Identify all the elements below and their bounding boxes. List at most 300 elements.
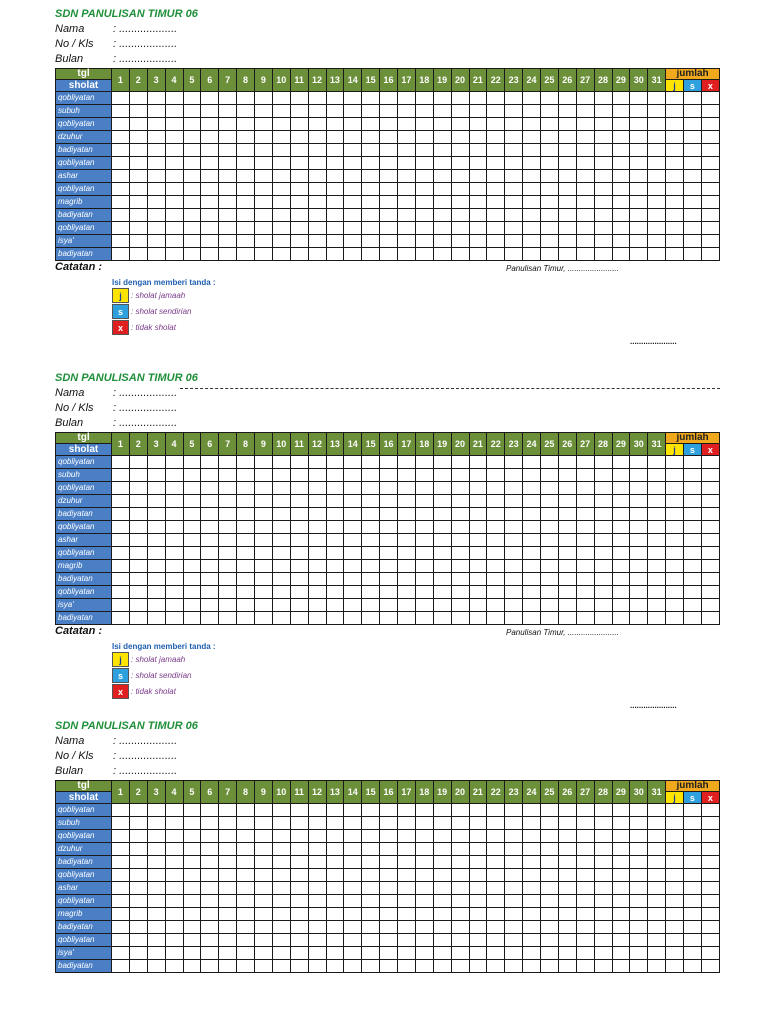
check-cell[interactable] [594,547,612,560]
check-cell[interactable] [576,560,594,573]
check-cell[interactable] [237,144,255,157]
check-cell[interactable] [326,947,344,960]
check-cell[interactable] [255,908,273,921]
check-cell[interactable] [290,222,308,235]
check-cell[interactable] [684,817,702,830]
check-cell[interactable] [272,92,290,105]
check-cell[interactable] [398,183,416,196]
check-cell[interactable] [433,882,451,895]
check-cell[interactable] [469,521,487,534]
check-cell[interactable] [147,131,165,144]
check-cell[interactable] [648,960,666,973]
check-cell[interactable] [666,947,684,960]
check-cell[interactable] [165,508,183,521]
check-cell[interactable] [523,586,541,599]
check-cell[interactable] [487,947,505,960]
check-cell[interactable] [201,921,219,934]
check-cell[interactable] [290,960,308,973]
check-cell[interactable] [630,222,648,235]
check-cell[interactable] [684,869,702,882]
check-cell[interactable] [272,960,290,973]
check-cell[interactable] [183,118,201,131]
check-cell[interactable] [308,960,326,973]
check-cell[interactable] [666,612,684,625]
check-cell[interactable] [701,157,719,170]
check-cell[interactable] [112,92,130,105]
check-cell[interactable] [433,856,451,869]
check-cell[interactable] [380,183,398,196]
check-cell[interactable] [630,209,648,222]
check-cell[interactable] [612,612,630,625]
check-cell[interactable] [541,573,559,586]
check-cell[interactable] [219,495,237,508]
check-cell[interactable] [147,960,165,973]
check-cell[interactable] [201,248,219,261]
check-cell[interactable] [380,947,398,960]
check-cell[interactable] [523,856,541,869]
check-cell[interactable] [415,209,433,222]
check-cell[interactable] [290,144,308,157]
check-cell[interactable] [255,934,273,947]
check-cell[interactable] [541,92,559,105]
check-cell[interactable] [255,183,273,196]
check-cell[interactable] [415,934,433,947]
check-cell[interactable] [505,144,523,157]
check-cell[interactable] [576,469,594,482]
check-cell[interactable] [594,960,612,973]
check-cell[interactable] [219,131,237,144]
check-cell[interactable] [523,131,541,144]
check-cell[interactable] [255,92,273,105]
check-cell[interactable] [666,105,684,118]
check-cell[interactable] [469,183,487,196]
check-cell[interactable] [255,560,273,573]
check-cell[interactable] [541,235,559,248]
check-cell[interactable] [612,560,630,573]
check-cell[interactable] [165,882,183,895]
check-cell[interactable] [237,804,255,817]
check-cell[interactable] [272,830,290,843]
check-cell[interactable] [147,560,165,573]
check-cell[interactable] [451,599,469,612]
check-cell[interactable] [201,612,219,625]
check-cell[interactable] [469,131,487,144]
check-cell[interactable] [648,248,666,261]
check-cell[interactable] [255,144,273,157]
check-cell[interactable] [398,222,416,235]
check-cell[interactable] [558,521,576,534]
check-cell[interactable] [487,534,505,547]
check-cell[interactable] [684,196,702,209]
check-cell[interactable] [433,482,451,495]
check-cell[interactable] [594,882,612,895]
check-cell[interactable] [255,947,273,960]
check-cell[interactable] [487,235,505,248]
check-cell[interactable] [630,547,648,560]
check-cell[interactable] [469,547,487,560]
check-cell[interactable] [129,547,147,560]
check-cell[interactable] [362,92,380,105]
check-cell[interactable] [576,131,594,144]
check-cell[interactable] [415,560,433,573]
check-cell[interactable] [594,144,612,157]
check-cell[interactable] [433,830,451,843]
check-cell[interactable] [219,843,237,856]
check-cell[interactable] [558,882,576,895]
check-cell[interactable] [469,105,487,118]
check-cell[interactable] [219,547,237,560]
check-cell[interactable] [505,895,523,908]
check-cell[interactable] [219,895,237,908]
check-cell[interactable] [112,469,130,482]
check-cell[interactable] [201,170,219,183]
field-value[interactable]: : ................... [113,38,178,50]
check-cell[interactable] [541,856,559,869]
check-cell[interactable] [308,469,326,482]
check-cell[interactable] [362,830,380,843]
check-cell[interactable] [255,209,273,222]
check-cell[interactable] [576,183,594,196]
check-cell[interactable] [308,456,326,469]
check-cell[interactable] [326,804,344,817]
check-cell[interactable] [398,560,416,573]
check-cell[interactable] [415,521,433,534]
check-cell[interactable] [326,547,344,560]
check-cell[interactable] [362,947,380,960]
check-cell[interactable] [380,830,398,843]
check-cell[interactable] [237,183,255,196]
check-cell[interactable] [255,170,273,183]
check-cell[interactable] [630,92,648,105]
check-cell[interactable] [558,908,576,921]
check-cell[interactable] [165,92,183,105]
check-cell[interactable] [648,573,666,586]
check-cell[interactable] [415,586,433,599]
check-cell[interactable] [219,612,237,625]
check-cell[interactable] [344,817,362,830]
check-cell[interactable] [398,869,416,882]
check-cell[interactable] [505,547,523,560]
check-cell[interactable] [558,456,576,469]
check-cell[interactable] [666,586,684,599]
check-cell[interactable] [237,612,255,625]
check-cell[interactable] [666,92,684,105]
check-cell[interactable] [684,547,702,560]
check-cell[interactable] [666,495,684,508]
check-cell[interactable] [219,573,237,586]
check-cell[interactable] [594,921,612,934]
check-cell[interactable] [147,895,165,908]
check-cell[interactable] [523,157,541,170]
check-cell[interactable] [201,521,219,534]
check-cell[interactable] [666,960,684,973]
check-cell[interactable] [684,495,702,508]
check-cell[interactable] [398,92,416,105]
check-cell[interactable] [219,144,237,157]
check-cell[interactable] [398,157,416,170]
check-cell[interactable] [255,157,273,170]
check-cell[interactable] [684,521,702,534]
check-cell[interactable] [147,908,165,921]
field-value[interactable]: : ................... [113,387,178,399]
check-cell[interactable] [326,92,344,105]
check-cell[interactable] [576,908,594,921]
check-cell[interactable] [666,157,684,170]
check-cell[interactable] [666,599,684,612]
check-cell[interactable] [344,804,362,817]
check-cell[interactable] [308,222,326,235]
check-cell[interactable] [129,222,147,235]
check-cell[interactable] [630,196,648,209]
check-cell[interactable] [469,157,487,170]
check-cell[interactable] [505,183,523,196]
check-cell[interactable] [201,934,219,947]
check-cell[interactable] [326,921,344,934]
check-cell[interactable] [415,118,433,131]
check-cell[interactable] [505,170,523,183]
check-cell[interactable] [201,235,219,248]
check-cell[interactable] [469,482,487,495]
check-cell[interactable] [612,196,630,209]
check-cell[interactable] [147,209,165,222]
check-cell[interactable] [612,869,630,882]
check-cell[interactable] [701,547,719,560]
check-cell[interactable] [201,196,219,209]
check-cell[interactable] [684,612,702,625]
check-cell[interactable] [701,882,719,895]
check-cell[interactable] [433,508,451,521]
check-cell[interactable] [237,586,255,599]
check-cell[interactable] [701,612,719,625]
check-cell[interactable] [523,105,541,118]
check-cell[interactable] [272,817,290,830]
check-cell[interactable] [415,882,433,895]
check-cell[interactable] [165,586,183,599]
check-cell[interactable] [165,248,183,261]
check-cell[interactable] [487,547,505,560]
check-cell[interactable] [165,235,183,248]
check-cell[interactable] [451,105,469,118]
check-cell[interactable] [398,934,416,947]
check-cell[interactable] [684,804,702,817]
check-cell[interactable] [541,882,559,895]
check-cell[interactable] [219,534,237,547]
check-cell[interactable] [272,534,290,547]
check-cell[interactable] [344,895,362,908]
check-cell[interactable] [666,131,684,144]
check-cell[interactable] [505,882,523,895]
check-cell[interactable] [272,804,290,817]
check-cell[interactable] [469,92,487,105]
check-cell[interactable] [344,118,362,131]
check-cell[interactable] [237,209,255,222]
check-cell[interactable] [684,586,702,599]
check-cell[interactable] [147,856,165,869]
check-cell[interactable] [308,183,326,196]
check-cell[interactable] [451,209,469,222]
check-cell[interactable] [612,209,630,222]
check-cell[interactable] [183,947,201,960]
check-cell[interactable] [505,586,523,599]
check-cell[interactable] [701,521,719,534]
check-cell[interactable] [219,235,237,248]
check-cell[interactable] [237,921,255,934]
check-cell[interactable] [433,869,451,882]
check-cell[interactable] [701,817,719,830]
check-cell[interactable] [129,118,147,131]
check-cell[interactable] [576,170,594,183]
check-cell[interactable] [201,547,219,560]
check-cell[interactable] [272,843,290,856]
check-cell[interactable] [380,843,398,856]
check-cell[interactable] [594,934,612,947]
check-cell[interactable] [129,804,147,817]
check-cell[interactable] [469,817,487,830]
check-cell[interactable] [308,508,326,521]
check-cell[interactable] [362,560,380,573]
check-cell[interactable] [290,843,308,856]
check-cell[interactable] [398,895,416,908]
check-cell[interactable] [290,248,308,261]
check-cell[interactable] [415,183,433,196]
check-cell[interactable] [648,921,666,934]
check-cell[interactable] [469,908,487,921]
check-cell[interactable] [183,817,201,830]
check-cell[interactable] [594,170,612,183]
check-cell[interactable] [541,495,559,508]
check-cell[interactable] [415,508,433,521]
check-cell[interactable] [147,882,165,895]
check-cell[interactable] [344,560,362,573]
check-cell[interactable] [451,921,469,934]
check-cell[interactable] [630,235,648,248]
check-cell[interactable] [219,804,237,817]
check-cell[interactable] [362,921,380,934]
check-cell[interactable] [505,817,523,830]
check-cell[interactable] [415,456,433,469]
check-cell[interactable] [398,131,416,144]
check-cell[interactable] [558,856,576,869]
check-cell[interactable] [433,235,451,248]
check-cell[interactable] [129,947,147,960]
check-cell[interactable] [451,560,469,573]
check-cell[interactable] [362,573,380,586]
check-cell[interactable] [165,934,183,947]
check-cell[interactable] [380,248,398,261]
check-cell[interactable] [255,586,273,599]
check-cell[interactable] [255,456,273,469]
check-cell[interactable] [380,209,398,222]
check-cell[interactable] [272,456,290,469]
check-cell[interactable] [112,209,130,222]
check-cell[interactable] [630,843,648,856]
check-cell[interactable] [272,508,290,521]
check-cell[interactable] [612,144,630,157]
check-cell[interactable] [326,599,344,612]
check-cell[interactable] [541,534,559,547]
check-cell[interactable] [558,895,576,908]
check-cell[interactable] [666,144,684,157]
check-cell[interactable] [523,456,541,469]
check-cell[interactable] [183,456,201,469]
check-cell[interactable] [165,830,183,843]
check-cell[interactable] [237,196,255,209]
check-cell[interactable] [594,222,612,235]
check-cell[interactable] [237,882,255,895]
check-cell[interactable] [272,183,290,196]
check-cell[interactable] [415,196,433,209]
check-cell[interactable] [255,196,273,209]
check-cell[interactable] [630,456,648,469]
check-cell[interactable] [558,599,576,612]
check-cell[interactable] [398,547,416,560]
check-cell[interactable] [630,586,648,599]
check-cell[interactable] [701,482,719,495]
check-cell[interactable] [129,534,147,547]
check-cell[interactable] [487,895,505,908]
check-cell[interactable] [451,947,469,960]
check-cell[interactable] [594,908,612,921]
check-cell[interactable] [237,573,255,586]
check-cell[interactable] [630,482,648,495]
check-cell[interactable] [541,599,559,612]
check-cell[interactable] [237,495,255,508]
check-cell[interactable] [487,960,505,973]
check-cell[interactable] [648,843,666,856]
check-cell[interactable] [558,560,576,573]
check-cell[interactable] [684,157,702,170]
check-cell[interactable] [576,934,594,947]
check-cell[interactable] [129,469,147,482]
check-cell[interactable] [165,131,183,144]
check-cell[interactable] [415,131,433,144]
check-cell[interactable] [165,547,183,560]
check-cell[interactable] [380,573,398,586]
check-cell[interactable] [129,830,147,843]
check-cell[interactable] [147,508,165,521]
check-cell[interactable] [308,586,326,599]
check-cell[interactable] [326,209,344,222]
check-cell[interactable] [487,573,505,586]
check-cell[interactable] [666,196,684,209]
check-cell[interactable] [237,547,255,560]
check-cell[interactable] [112,105,130,118]
check-cell[interactable] [308,869,326,882]
check-cell[interactable] [290,534,308,547]
check-cell[interactable] [219,508,237,521]
check-cell[interactable] [308,547,326,560]
check-cell[interactable] [237,469,255,482]
check-cell[interactable] [290,856,308,869]
check-cell[interactable] [576,921,594,934]
check-cell[interactable] [237,534,255,547]
check-cell[interactable] [701,560,719,573]
check-cell[interactable] [523,209,541,222]
check-cell[interactable] [523,573,541,586]
check-cell[interactable] [201,118,219,131]
check-cell[interactable] [219,170,237,183]
check-cell[interactable] [183,157,201,170]
check-cell[interactable] [362,586,380,599]
check-cell[interactable] [147,105,165,118]
check-cell[interactable] [630,183,648,196]
check-cell[interactable] [648,118,666,131]
check-cell[interactable] [201,960,219,973]
check-cell[interactable] [684,843,702,856]
check-cell[interactable] [630,495,648,508]
check-cell[interactable] [541,843,559,856]
check-cell[interactable] [165,599,183,612]
